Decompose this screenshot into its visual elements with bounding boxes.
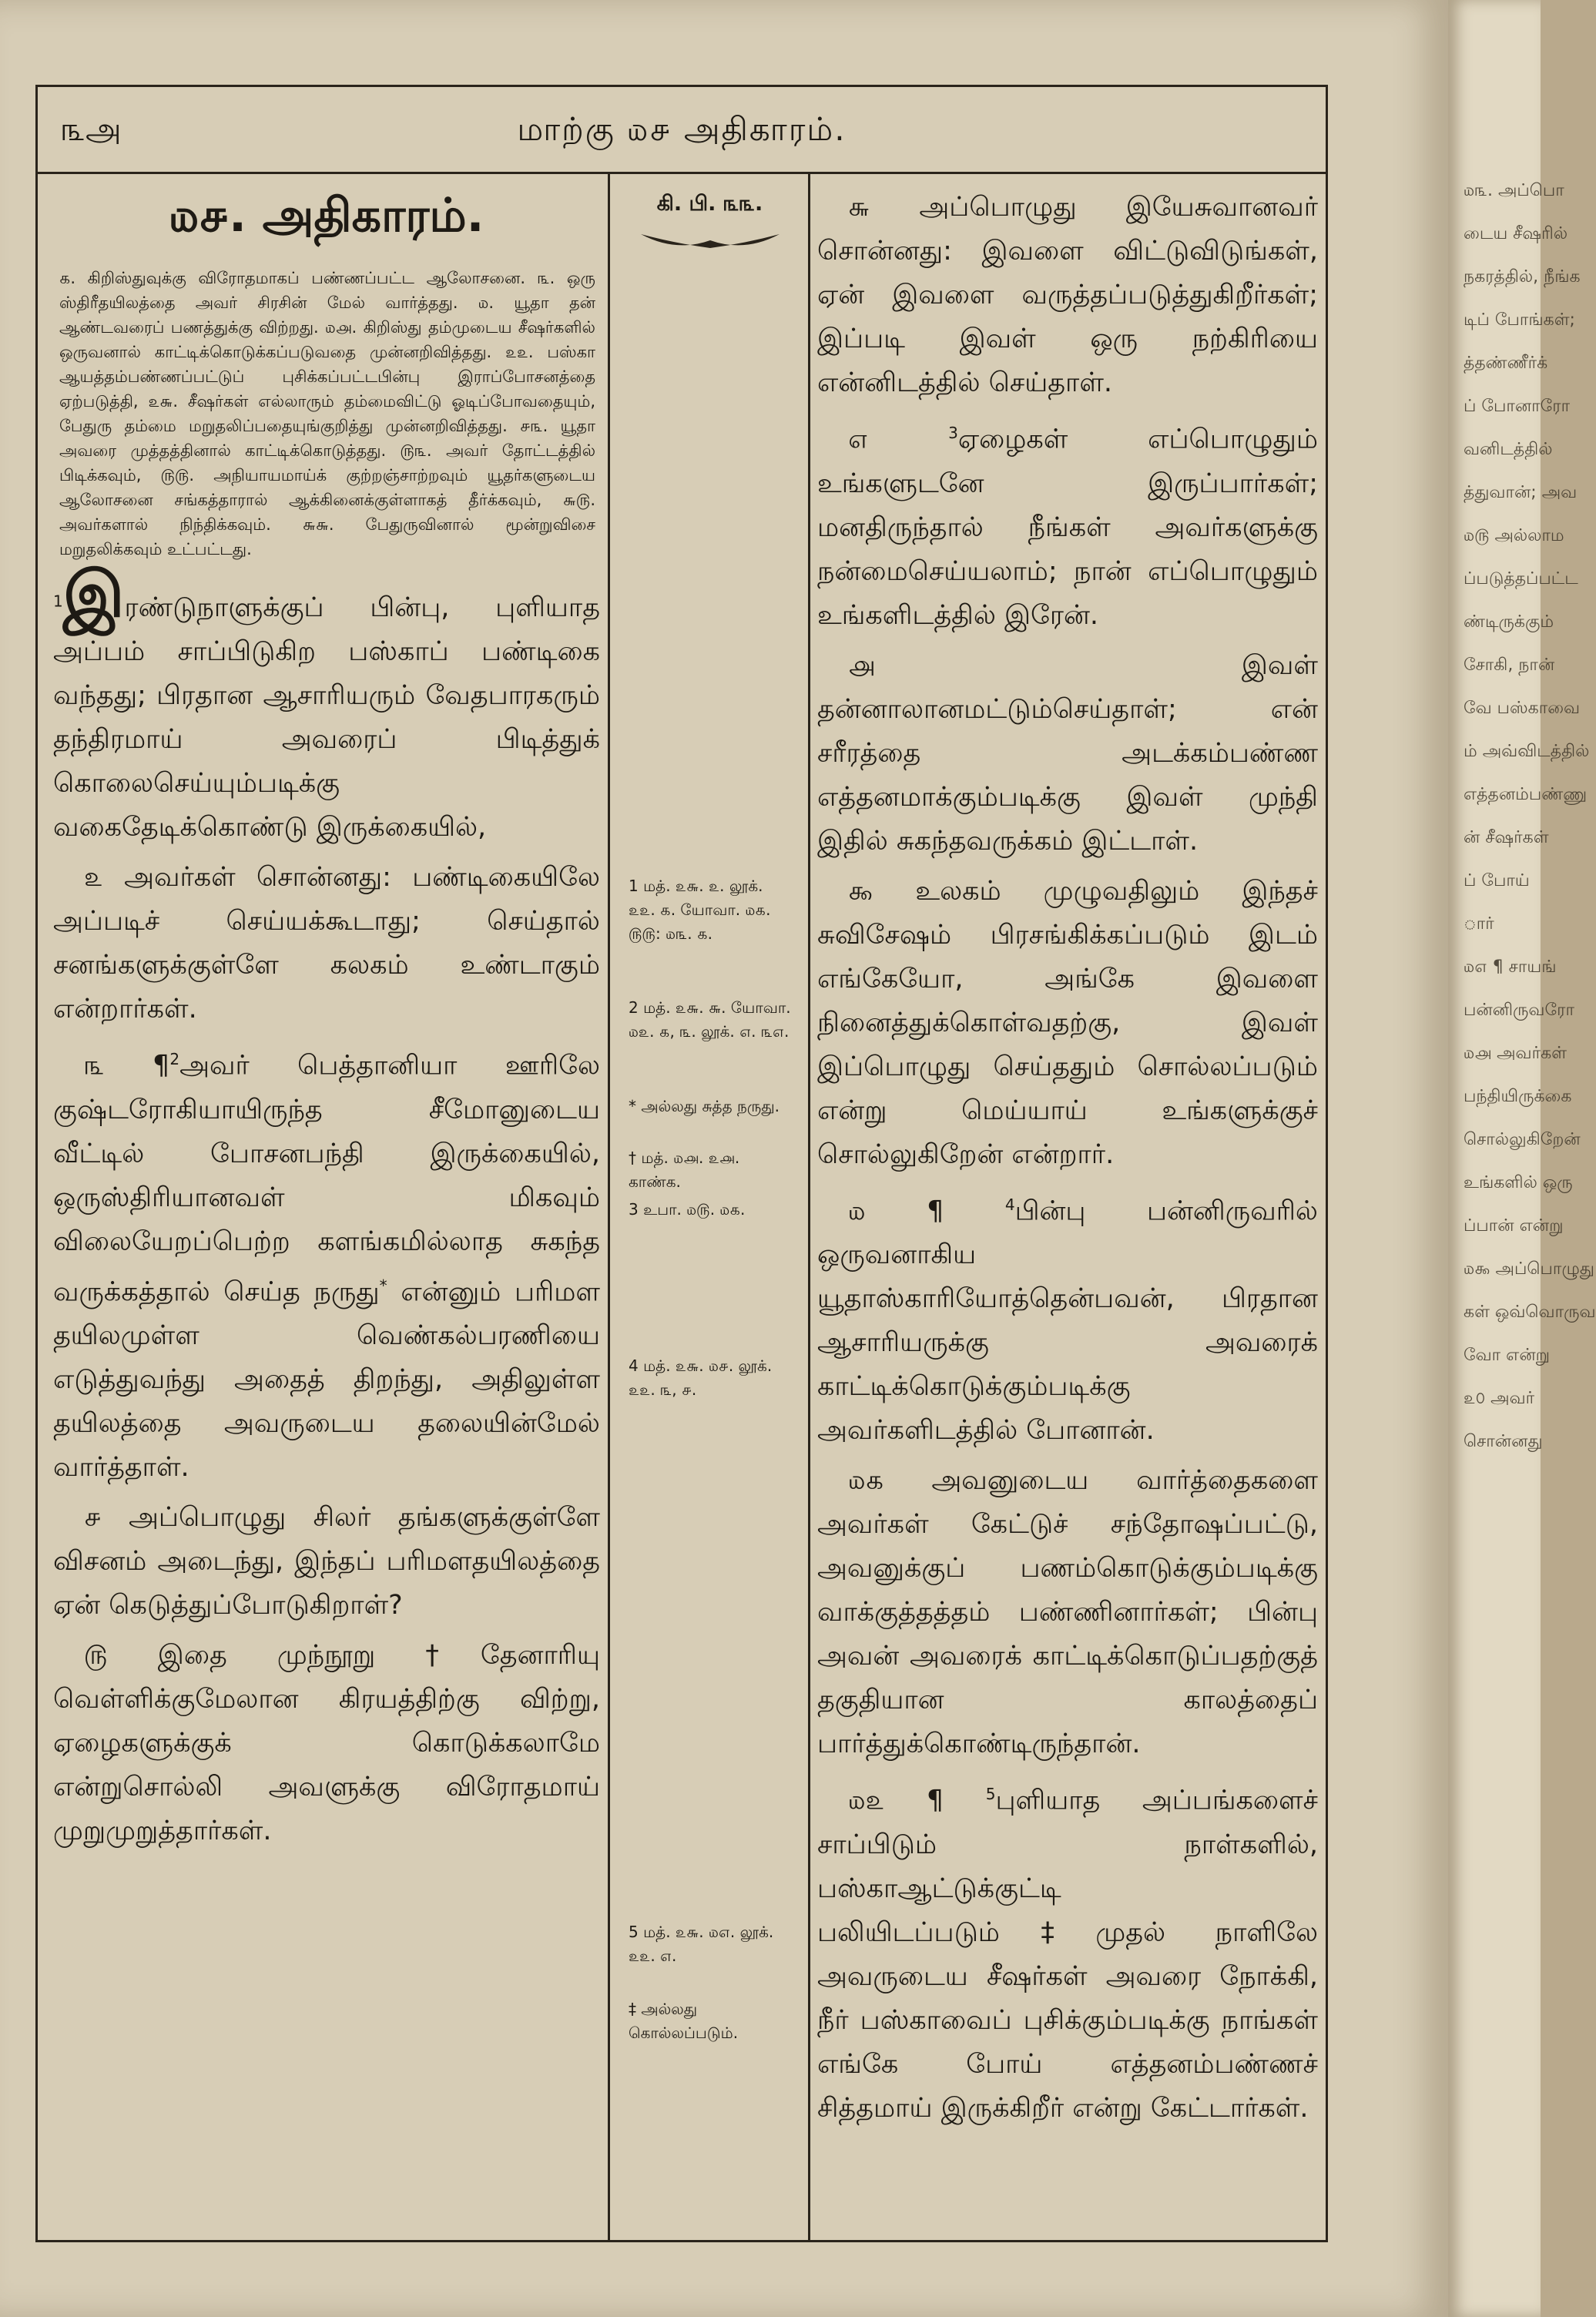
middle-reference-column [619, 172, 800, 2236]
page-number: ௩அ [61, 110, 122, 148]
overleaf-line: டிப் போங்கள்; [1464, 310, 1575, 330]
right-body-text [817, 186, 1318, 2131]
verse-text: பின்பு பன்னிருவரில் ஒருவனாகிய யூதாஸ்காரியோத்தென்பவன், பிரதான ஆசாரியருக்கு அவரைக் காட்டிக்கொடுக்கும்படிக்கு அவர்களிடத்தில் போனான். [817, 1195, 1318, 1447]
footnote-marker: † [425, 1640, 481, 1672]
overleaf-line: த்துவான்; அவ [1464, 483, 1578, 502]
verse-text: ௫ இதை முந்நூறு [84, 1640, 426, 1672]
overleaf-line: ௰௯ அப்பொழுது [1464, 1259, 1594, 1279]
overleaf-line: பன்னிருவரோ [1464, 1001, 1574, 1020]
overleaf-line: ப் போனாரோ [1464, 397, 1571, 416]
drop-cap: இ [62, 558, 125, 632]
margin-reference: 4 மத். ௨௬. ௰௪. லூக். ௨௨. ௩, ௪. [629, 1356, 773, 1399]
running-title: மாற்கு ௰௪ அதிகாரம். [517, 110, 847, 148]
overleaf-line: ப்படுத்தப்பட்ட [1464, 569, 1578, 588]
margin-reference: 1 மத். ௨௬. ௨. லூக். ௨௨. ௧. யோவா. ௰௧. ௫௫: ௰௩. ௧. [629, 877, 771, 943]
right-column [817, 172, 1318, 2137]
overleaf-line: சொன்னது [1464, 1432, 1543, 1451]
verse-number: ௭ [848, 424, 949, 455]
ref-marker: 1 [53, 592, 63, 611]
overleaf-line: வே பஸ்காவை [1464, 699, 1581, 718]
overleaf-line: சோகி, நான் [1464, 656, 1555, 675]
margin-reference: 3 உபா. ௰௫. ௰௧. [629, 1200, 746, 1219]
verse-4: ௪ அப்பொழுது சிலர் தங்களுக்குள்ளே விசனம் அடைந்து, இந்தப் பரிமளதயிலத்தை ஏன் கெடுத்துப்போடுகிறாள்? [53, 1502, 600, 1621]
overleaf-line: பந்தியிருக்கை [1464, 1087, 1572, 1106]
ref-marker: 4 [1004, 1195, 1015, 1214]
verse-text: புளியாத அப்பங்களைச் சாப்பிடும் நாள்களில், பஸ்காஆட்டுக்குட்டி பலியிடப்படும் [817, 1785, 1318, 1948]
margin-reference: ‡ அல்லது கொல்லப்படும். [629, 2000, 739, 2042]
verse-number: ௰ ¶ [848, 1195, 1005, 1227]
ref-marker: 3 [948, 424, 958, 442]
overleaf-line: ார் [1464, 914, 1494, 934]
overleaf-line: கள் ஒவ்வொருவ [1464, 1303, 1596, 1322]
column-divider-left [608, 172, 610, 2240]
overleaf-line: ப் போய் [1464, 871, 1530, 890]
ref-marker: 2 [169, 1050, 180, 1068]
margin-reference: * அல்லது சுத்த நருது. [629, 1097, 780, 1115]
verse-2: ௨ அவர்கள் சொன்னது: பண்டிகையிலே அப்படிச் செய்யக்கூடாது; செய்தால் சனங்களுக்குள்ளே கலகம் உண்டாகும் என்றார்கள். [53, 862, 600, 1024]
overleaf-line: ௰௩. அப்பொ [1464, 181, 1564, 200]
verse-number: ௰௨ ¶ [848, 1785, 986, 1816]
overleaf-line: டைய சீஷரில் [1464, 224, 1568, 243]
margin-reference: 2 மத். ௨௬. ௬. யோவா. ௰௨. ௧, ௩. லூக். ௭. ௩௭. [629, 998, 791, 1041]
verse-5 [53, 1634, 600, 1853]
column-divider-right [808, 172, 810, 2240]
overleaf-line: ம் அவ்விடத்தில் [1464, 742, 1590, 761]
overleaf-line: ௰௮ அவர்கள் [1464, 1044, 1568, 1063]
verse-text: ஏழைகள் எப்பொழுதும் உங்களுடனே இருப்பார்கள்; மனதிருந்தால் நீங்கள் அவர்களுக்கு நன்மைசெய்யலாம்; நான் எப்பொழுதும் உங்களிடத்தில் இரேன். [817, 424, 1318, 631]
overleaf-line: ௨௦ அவர் [1464, 1389, 1535, 1408]
overleaf-line: உங்களில் ஒரு [1464, 1173, 1573, 1192]
verse-text: ரண்டுநாளுக்குப் பின்பு, புளியாத அப்பம் சாப்பிடுகிற பஸ்காப் பண்டிகை வந்தது; பிரதான ஆசாரியரும் வேதபாரகரும் தந்திரமாய் அவரைப் பிடித்துக் கொலைசெய்யும்படிக்கு வகைதேடிக்கொண்டு இருக்கையில், [53, 592, 600, 843]
overleaf-line: ப்பான் என்று [1464, 1216, 1564, 1236]
verse-10 [817, 1183, 1318, 1454]
footnote-marker: * [379, 1276, 387, 1295]
overleaf-line: எத்தனம்பண்ணு [1464, 785, 1588, 804]
margin-reference: † மத். ௰௮. ௨௮. காண்க. [629, 1148, 740, 1191]
verse-6: ௬ அப்பொழுது இயேசுவானவர் சொன்னது: இவளை விட்டுவிடுங்கள், ஏன் இவளை வருத்தப்படுத்துகிறீர்கள்; இப்படி இவள் ஒரு நற்கிரியை என்னிடத்தில் செய்தாள். [817, 192, 1318, 398]
next-page-edge [1448, 0, 1596, 2317]
ref-marker: 5 [985, 1785, 996, 1804]
verse-8: ௮ இவள் தன்னாலானமட்டும்செய்தாள்; என் சரீரத்தை அடக்கம்பண்ண எத்தனமாக்கும்படிக்கு இவள் முந்தி இதில் சுகந்தவருக்கம் இட்டாள். [817, 649, 1318, 857]
chapter-summary: ௧. கிறிஸ்துவுக்கு விரோதமாகப் பண்ணப்பட்ட ஆலோசனை. ௩. ஒரு ஸ்திரீதயிலத்தை அவர் சிரசின் மேல் வார்த்தது. ௰. யூதா தன் ஆண்டவரைப் பணத்துக்கு விற்றது. ௰௮. கிறிஸ்து தம்முடைய சீஷர்களில் ஒருவனால் காட்டிக்கொடுக்கப்படுவதை முன்னறிவித்தது. ௨௨. பஸ்கா ஆயத்தம்பண்ணப்பட்டுப் புசிக்கப்பட்டபின்பு இராப்போசனத்தை ஏற்படுத்தி, ௨௬. சீஷர்கள் எல்லாரும் தம்மைவிட்டு ஓடிப்போவதையும், பேதுரு தம்மை மறுதலிப்பதையுங்குறித்து முன்னறிவித்தது. ௪௩. யூதா அவரை முத்தத்தினால் காட்டிக்கொடுத்தது. ௫௩. அவர் தோட்டத்தில் பிடிக்கவும், ௫௫. அநியாயமாய்க் குற்றஞ்சாற்றவும் யூதர்களுடைய ஆலோசனை சங்கத்தாரால் ஆக்கினைக்குள்ளாகத் தீர்க்கவும், ௬௫. அவர்களால் நிந்திக்கவும். ௬௬. பேதுருவினால் மூன்றுவிசை மறுதலிக்கவும் உட்பட்டது. [59, 269, 595, 558]
overleaf-line: சொல்லுகிறேன் [1464, 1130, 1581, 1149]
overleaf-line: த்தண்ணீர்க் [1464, 354, 1548, 373]
verse-9: ௯ உலகம் முழுவதிலும் இந்தச் சுவிசேஷம் பிரசங்கிக்கப்படும் இடம் எங்கேயோ, அங்கே இவளை நினைத்துக்கொள்வதற்கு, இவள் இப்பொழுது செய்ததும் சொல்லப்படும் என்று மெய்யாய் உங்களுக்குச் சொல்லுகிறேன் என்றார். [817, 875, 1318, 1170]
verse-11: ௰௧ அவனுடைய வார்த்தைகளை அவர்கள் கேட்டுச் சந்தோஷப்பட்டு, அவனுக்குப் பணம்கொடுக்கும்படிக்கு வாக்குத்தத்தம் பண்ணினார்கள்; பின்பு அவன் அவரைக் காட்டிக்கொடுப்பதற்குத் தகுதியான காலத்தைப் பார்த்துக்கொண்டிருந்தான். [817, 1465, 1318, 1760]
verse-1 [53, 558, 600, 850]
verse-3 [53, 1038, 600, 1490]
verse-number: ௩ ¶ [84, 1050, 170, 1081]
verse-7 [817, 411, 1318, 638]
chapter-heading: ௰௪. அதிகாரம். [169, 189, 484, 243]
overleaf-line: வோ என்று [1464, 1346, 1551, 1365]
overleaf-line: ன் சீஷர்கள் [1464, 828, 1549, 847]
verse-text: அவர் பெத்தானியா ஊரிலே குஷ்டரோகியாயிருந்த சீமோனுடைய வீட்டில் போசனபந்தி இருக்கையில், ஒருஸ்திரியானவள் மிகவும் விலையேறப்பெற்ற களங்கமில்லாத சுகந்த வருக்கத்தால் செய்த நருது [53, 1050, 600, 1308]
page-header [38, 87, 1326, 174]
verse-text: தேனாரியு வெள்ளிக்குமேலான கிரயத்திற்கு விற்று, ஏழைகளுக்குக் கொடுக்கலாமே என்றுசொல்லி அவளுக்கு விரோதமாய் முறுமுறுத்தார்கள். [53, 1640, 600, 1847]
footnote-marker: ‡ [999, 1916, 1096, 1948]
verse-text: என்னும் பரிமள தயிலமுள்ள வெண்கல்பரணியை எடுத்துவந்து அதைத் திறந்து, அதிலுள்ள தயிலத்தை அவருடைய தலையின்மேல் வார்த்தாள். [53, 1276, 600, 1484]
verse-text: முதல் நாளிலே அவருடைய சீஷர்கள் அவரை நோக்கி, நீர் பஸ்காவைப் புசிக்கும்படிக்கு நாங்கள் எங்கே போய் எத்தனம்பண்ணச் சித்தமாய் இருக்கிறீர் என்று கேட்டார்கள். [817, 1916, 1318, 2124]
overleaf-line: நகரத்தில், நீங்க [1464, 267, 1581, 287]
next-page-text [1448, 0, 1596, 1464]
left-body-text [53, 558, 600, 1853]
page-frame [35, 85, 1328, 2242]
margin-reference: 5 மத். ௨௬. ௰௭. லூக். ௨௨. ௭. [629, 1923, 774, 1965]
overleaf-line: வனிடத்தில் [1464, 440, 1553, 459]
ornament-flourish-icon [637, 226, 783, 253]
year-abbreviation: கி. பி. ௩௩. [656, 192, 763, 216]
verse-12 [817, 1772, 1318, 2131]
left-column [53, 172, 600, 1859]
overleaf-line: ண்டிருக்கும் [1464, 612, 1554, 632]
overleaf-line: ௰௭ ¶ சாயங் [1464, 957, 1557, 977]
overleaf-line: ௰௫ அல்லாம [1464, 526, 1564, 545]
